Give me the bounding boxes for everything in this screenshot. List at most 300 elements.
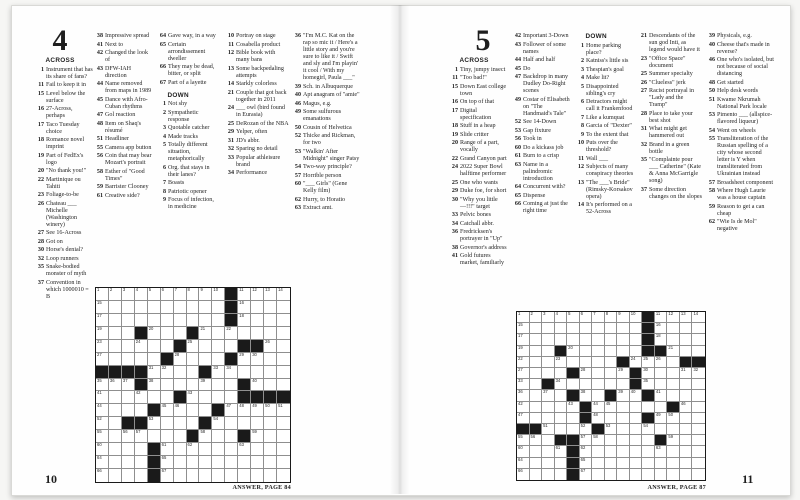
clue	[513, 97, 572, 118]
grid-cell	[148, 391, 161, 404]
grid-cell	[542, 357, 555, 368]
clue	[36, 91, 93, 105]
grid-cell	[238, 404, 251, 417]
clue-text: Fail to keep it in	[46, 82, 86, 88]
clue-text: They may be dead, bitter, or split	[168, 64, 215, 77]
grid-cell	[605, 357, 618, 368]
clue-number: 46	[708, 57, 715, 63]
clue	[95, 33, 154, 40]
clue-number: 18	[37, 137, 44, 143]
grid-cell	[135, 430, 148, 443]
clue-text: "Office Space" document	[649, 55, 686, 69]
clue	[450, 197, 507, 211]
clue-number: 45	[96, 96, 103, 103]
grid-cell	[187, 469, 200, 482]
grid-cell	[148, 314, 161, 327]
clue-number: 29	[451, 188, 458, 194]
clue	[36, 239, 93, 246]
grid-cell-number: 56	[530, 434, 536, 440]
grid-cell	[174, 456, 187, 469]
clue	[36, 177, 93, 191]
grid-cell	[680, 312, 693, 323]
clue	[513, 145, 572, 152]
clue-text: What might get hammered out	[649, 126, 687, 139]
grid-cell	[264, 366, 277, 379]
grid-cell-number: 42	[518, 400, 523, 406]
grid-cell	[605, 311, 621, 323]
grid-cell	[567, 334, 580, 345]
grid-cell	[96, 288, 109, 301]
clue-text: Cheese that's made in reverse?	[717, 41, 770, 55]
grid-cell-black	[642, 323, 655, 334]
grid-cell	[277, 469, 290, 482]
grid-cell	[680, 402, 693, 413]
clue	[95, 42, 154, 49]
clue-text: Esther of "Good Times"	[105, 168, 145, 182]
clue-number: 64	[159, 33, 166, 39]
clue-number: 22	[37, 176, 44, 183]
grid-cell-number: 19	[518, 344, 523, 350]
grid-cell	[122, 391, 135, 404]
clue-number: 24	[451, 164, 458, 170]
grid-cell-number: 45	[605, 400, 611, 406]
grid-cell-number: 19	[97, 325, 102, 331]
grid-cell	[542, 346, 555, 357]
grid-cell	[148, 340, 161, 353]
puzzle-number-left: 4	[52, 24, 68, 57]
clue	[576, 164, 636, 178]
grid-cell	[555, 379, 568, 390]
grid-cell	[135, 288, 148, 301]
grid-cell	[148, 379, 161, 392]
clue-text: See 16-Across	[46, 230, 82, 236]
grid-cell	[630, 446, 643, 457]
grid-cell	[174, 327, 187, 340]
grid-cell	[264, 443, 277, 456]
clue	[158, 42, 220, 63]
grid-cell	[277, 366, 290, 379]
grid-cell-number: 23	[555, 355, 561, 361]
grid-cell	[109, 288, 122, 301]
clue	[450, 108, 507, 122]
grid-cell	[174, 288, 187, 301]
grid-cell-number: 49	[252, 403, 257, 409]
clue	[95, 81, 154, 95]
clue-text: Gave way, in a way	[168, 33, 216, 39]
grid-cell	[264, 353, 277, 366]
clue-number: 26	[37, 200, 44, 207]
clue	[95, 50, 154, 64]
clue-text: Down East college town	[460, 83, 507, 97]
clue	[158, 165, 220, 179]
grid-cell-number: 65	[161, 455, 167, 461]
grid-cell	[692, 368, 705, 379]
clue-number: 60	[294, 181, 301, 187]
clue-text: DeRozan of the NBA	[236, 120, 289, 127]
clue-text: Magus, e.g.	[303, 100, 332, 107]
clue-number: 13	[227, 65, 234, 72]
clue	[450, 253, 507, 267]
grid-cell-number: 54	[213, 416, 219, 422]
grid-cell	[161, 469, 174, 482]
grid-cell	[212, 301, 225, 314]
grid-cell	[692, 424, 705, 435]
clue	[513, 128, 572, 135]
grid-cell	[122, 430, 135, 443]
clue-text: Concurrent with?	[523, 184, 566, 190]
clue	[576, 115, 636, 122]
grid-cell-number: 38	[580, 389, 586, 395]
clue	[226, 50, 290, 64]
clue-number: 48	[96, 120, 103, 127]
grid-cell-number: 66	[97, 468, 102, 474]
grid-cell	[238, 327, 251, 340]
grid-cell-number: 55	[97, 429, 102, 435]
grid-cell	[655, 469, 668, 480]
clue-text: Headliner	[105, 136, 130, 142]
clue-number: 10	[577, 140, 584, 146]
grid-cell	[530, 435, 543, 446]
clue-number: 49	[514, 96, 521, 103]
grid-cell	[542, 435, 555, 446]
clue	[707, 97, 775, 111]
clue-text: Costar of Elisabeth on "The Handmaid's Tale"	[523, 96, 570, 117]
grid-cell	[517, 469, 530, 480]
grid-cell	[251, 288, 264, 301]
grid-cell	[264, 340, 277, 353]
grid-cell	[212, 288, 225, 301]
grid-cell-number: 21	[668, 344, 674, 350]
grid-cell	[592, 446, 605, 457]
grid-cell	[225, 327, 238, 340]
clue-text: Two-way principle?	[303, 164, 352, 170]
grid-cell	[580, 346, 593, 357]
clue-number: 54	[708, 127, 715, 134]
grid-cell	[680, 435, 693, 446]
puzzle-number-right: 5	[475, 24, 491, 57]
clue-number: 50	[708, 88, 715, 94]
clue	[450, 140, 507, 154]
clue	[36, 280, 93, 301]
grid-cell	[174, 430, 187, 443]
grid-cell	[530, 334, 543, 345]
grid-cell	[148, 353, 161, 366]
grid-cell	[605, 469, 618, 480]
clue-number: 21	[227, 89, 234, 96]
grid-cell	[277, 327, 290, 340]
clue-number: 14	[227, 81, 234, 87]
clue-text: Dispense	[523, 192, 546, 199]
grid-cell-number: 37	[122, 377, 128, 383]
clue-number: 58	[708, 188, 715, 194]
grid-cell	[212, 366, 225, 379]
clue	[95, 153, 154, 167]
grid-cell	[225, 456, 238, 469]
clue	[226, 146, 290, 153]
grid-cell-number: 30	[252, 351, 257, 357]
clue	[226, 170, 290, 177]
grid-cell-number: 39	[618, 389, 623, 395]
grid-cell	[277, 404, 290, 417]
grid-cell	[187, 391, 200, 404]
clue	[226, 90, 290, 104]
grid-cell	[109, 379, 122, 392]
grid-cell-black	[567, 469, 580, 480]
grid-cell	[617, 424, 630, 435]
grid-cell	[680, 346, 693, 357]
clue-number: 43	[96, 65, 103, 72]
clue-text: Disappointed sibling's cry	[586, 83, 619, 97]
clue-number: 46	[294, 100, 301, 107]
grid-cell	[517, 334, 530, 345]
grid-cell	[96, 314, 109, 327]
grid-cell	[174, 404, 187, 417]
grid-cell-number: 36	[518, 389, 523, 395]
grid-cell	[555, 458, 568, 469]
clue-text: On top of that	[460, 99, 495, 105]
clue-number: 16	[37, 106, 44, 112]
clue-text: Camera app button	[105, 144, 152, 151]
grid-cell	[96, 469, 109, 482]
grid-cell-number: 65	[580, 456, 586, 462]
grid-cell	[225, 340, 238, 353]
grid-cell-number: 7	[593, 311, 596, 316]
clue-text: Detractors might call it Frankenfood	[586, 99, 633, 112]
grid-cell	[148, 327, 161, 340]
grid-cell	[555, 413, 568, 424]
grid-cell-number: 8	[605, 311, 609, 316]
grid-cell	[122, 379, 135, 392]
clue-text: Get started	[717, 79, 744, 86]
grid-cell	[187, 301, 200, 314]
grid-cell-number: 4	[135, 287, 139, 292]
grid-cell	[692, 402, 705, 413]
grid-cell	[542, 446, 555, 457]
clue-number: 48	[708, 79, 715, 86]
clue-number: 25	[640, 71, 647, 77]
grid-cell	[530, 469, 543, 480]
clue-text: "Too bad!"	[460, 75, 487, 81]
grid-cell	[692, 458, 705, 469]
clue-text: Duke foe, for short	[460, 188, 507, 194]
grid-cell	[109, 443, 122, 456]
grid-cell	[655, 413, 668, 424]
grid-cell	[642, 424, 655, 435]
clue-text: 27-Across, perhaps	[46, 106, 73, 119]
clue-number: 64	[514, 184, 521, 190]
clue-text: Gap fixture	[523, 127, 551, 134]
clue-column	[450, 57, 507, 269]
clue-text: Certain arrondissement dweller	[168, 41, 206, 62]
clue-number: 27	[37, 230, 44, 236]
clue	[513, 119, 572, 126]
grid-cell	[251, 327, 264, 340]
grid-cell	[567, 379, 580, 390]
grid-cell-number: 32	[693, 366, 699, 372]
grid-cell	[277, 430, 290, 443]
grid-cell	[212, 353, 225, 366]
grid-cell	[567, 312, 580, 323]
clue	[639, 88, 703, 109]
grid-cell	[530, 323, 543, 334]
grid-cell	[592, 390, 605, 401]
grid-cell	[122, 469, 135, 482]
clue	[226, 81, 290, 88]
clue-number: 27	[640, 88, 647, 94]
clue	[707, 112, 775, 126]
grid-cell-number: 1	[97, 287, 100, 292]
grid-cell	[187, 366, 200, 379]
grid-cell-number: 9	[200, 287, 203, 292]
clue-number: 55	[96, 144, 103, 151]
grid-cell	[617, 334, 630, 345]
grid-cell	[617, 402, 630, 413]
grid-cell	[605, 446, 618, 457]
clue	[158, 101, 220, 108]
grid-cell	[592, 346, 605, 357]
grid-cell-number: 12	[668, 311, 674, 316]
clue-text: Cousin of Helvetica	[303, 124, 352, 131]
grid-cell	[277, 353, 290, 366]
clue-number: 11	[38, 82, 44, 88]
grid-cell	[277, 456, 290, 469]
clue-number: 44	[96, 81, 103, 87]
grid-cell-number: 11	[655, 311, 661, 316]
grid-cell-number: 9	[618, 311, 621, 316]
grid-cell	[212, 469, 225, 482]
clue-number: 58	[96, 168, 103, 175]
grid-cell	[277, 443, 290, 456]
grid-cell	[174, 443, 187, 456]
grid-cell	[630, 435, 643, 446]
grid-cell	[238, 456, 251, 469]
clue-number: 60	[514, 144, 521, 151]
grid-cell	[617, 458, 630, 469]
clue-text: DFW-IAH direction	[105, 65, 132, 79]
clue-number: 36	[451, 229, 458, 235]
grid-cell-black	[174, 340, 187, 353]
clue	[450, 84, 507, 98]
clue-text: It's performed on a 52-Across	[586, 202, 632, 215]
grid-cell	[592, 368, 605, 379]
clue-column	[293, 33, 362, 214]
grid-cell-number: 63	[239, 442, 244, 448]
clue	[639, 33, 703, 54]
clue	[576, 75, 636, 82]
clue-number: 30	[451, 196, 458, 203]
grid-cell-number: 3	[543, 311, 546, 316]
grid-cell	[680, 379, 693, 390]
grid-cell	[109, 469, 122, 482]
grid-cell-black	[135, 366, 148, 379]
clue-number: 13	[577, 179, 584, 186]
grid-cell-number: 26	[265, 338, 270, 344]
grid-cell-number: 11	[239, 287, 244, 292]
grid-cell	[122, 340, 135, 353]
grid-cell	[542, 323, 555, 334]
clue-number: 52	[294, 133, 301, 139]
grid-cell	[580, 323, 593, 334]
grid-cell	[605, 379, 618, 390]
grid-cell-number: 20	[568, 344, 573, 350]
clue-text: Impressive spread	[105, 33, 150, 39]
clue-text: Pimento ___ (allspice-flavored liqueur)	[717, 112, 773, 125]
clue-text: Katniss's little sis	[586, 58, 629, 64]
grid-cell-number: 7	[174, 287, 177, 292]
grid-cell	[238, 469, 251, 482]
grid-cell	[264, 417, 277, 430]
grid-cell	[187, 456, 200, 469]
clue	[576, 156, 636, 163]
clue-text: Important 3-Down	[523, 33, 569, 39]
grid-cell	[109, 391, 122, 404]
grid-cell-number: 21	[200, 325, 206, 331]
clue	[639, 157, 703, 185]
grid-cell	[655, 334, 668, 345]
grid-cell	[212, 379, 225, 392]
grid-cell	[680, 390, 693, 401]
grid-cell	[580, 390, 593, 401]
grid-cell	[692, 435, 705, 446]
clue-number: 10	[227, 33, 234, 39]
clue-text: Thespian's goal	[586, 66, 624, 73]
clue-number: 3	[162, 125, 166, 131]
grid-cell-number: 15	[518, 322, 523, 328]
grid-cell	[517, 446, 530, 457]
clue-number: 18	[451, 123, 458, 129]
clue	[513, 184, 572, 191]
grid-cell	[605, 346, 618, 357]
grid-cell-number: 47	[518, 411, 523, 417]
grid-cell	[264, 456, 277, 469]
grid-cell	[692, 312, 705, 323]
clue	[513, 201, 572, 215]
grid-cell	[542, 312, 555, 323]
grid-cell	[238, 443, 251, 456]
grid-cell	[592, 323, 605, 334]
clue-number: 7	[162, 180, 166, 186]
grid-cell-number: 34	[226, 364, 231, 370]
grid-cell-number: 17	[97, 312, 102, 318]
clue-number: 28	[640, 110, 647, 117]
grid-cell-number: 40	[630, 389, 636, 395]
clue-number: 11	[452, 75, 458, 81]
grid-cell	[148, 417, 161, 430]
page-number-left: 10	[45, 472, 57, 486]
clue-number: 51	[708, 96, 715, 103]
clue-number: 6	[580, 99, 584, 105]
grid-cell-number: 37	[543, 389, 548, 395]
grid-cell-black	[199, 366, 212, 379]
grid-cell-black	[161, 353, 174, 366]
grid-cell	[135, 340, 148, 353]
grid-cell	[264, 314, 277, 327]
grid-cell	[161, 404, 174, 417]
clue-number: 65	[514, 192, 521, 199]
grid-cell-number: 44	[97, 403, 102, 409]
clue	[707, 136, 775, 178]
clue-number: 2	[162, 109, 166, 116]
clue	[158, 189, 220, 196]
grid-cell-number: 6	[580, 311, 583, 316]
grid-cell-number: 60	[97, 442, 102, 448]
clue-number: 40	[708, 41, 715, 48]
clue-text: Puts over the threshold?	[586, 140, 618, 153]
grid-cell	[109, 327, 122, 340]
grid-cell	[277, 379, 290, 392]
clue	[513, 136, 572, 143]
grid-cell-number: 51	[278, 403, 283, 409]
